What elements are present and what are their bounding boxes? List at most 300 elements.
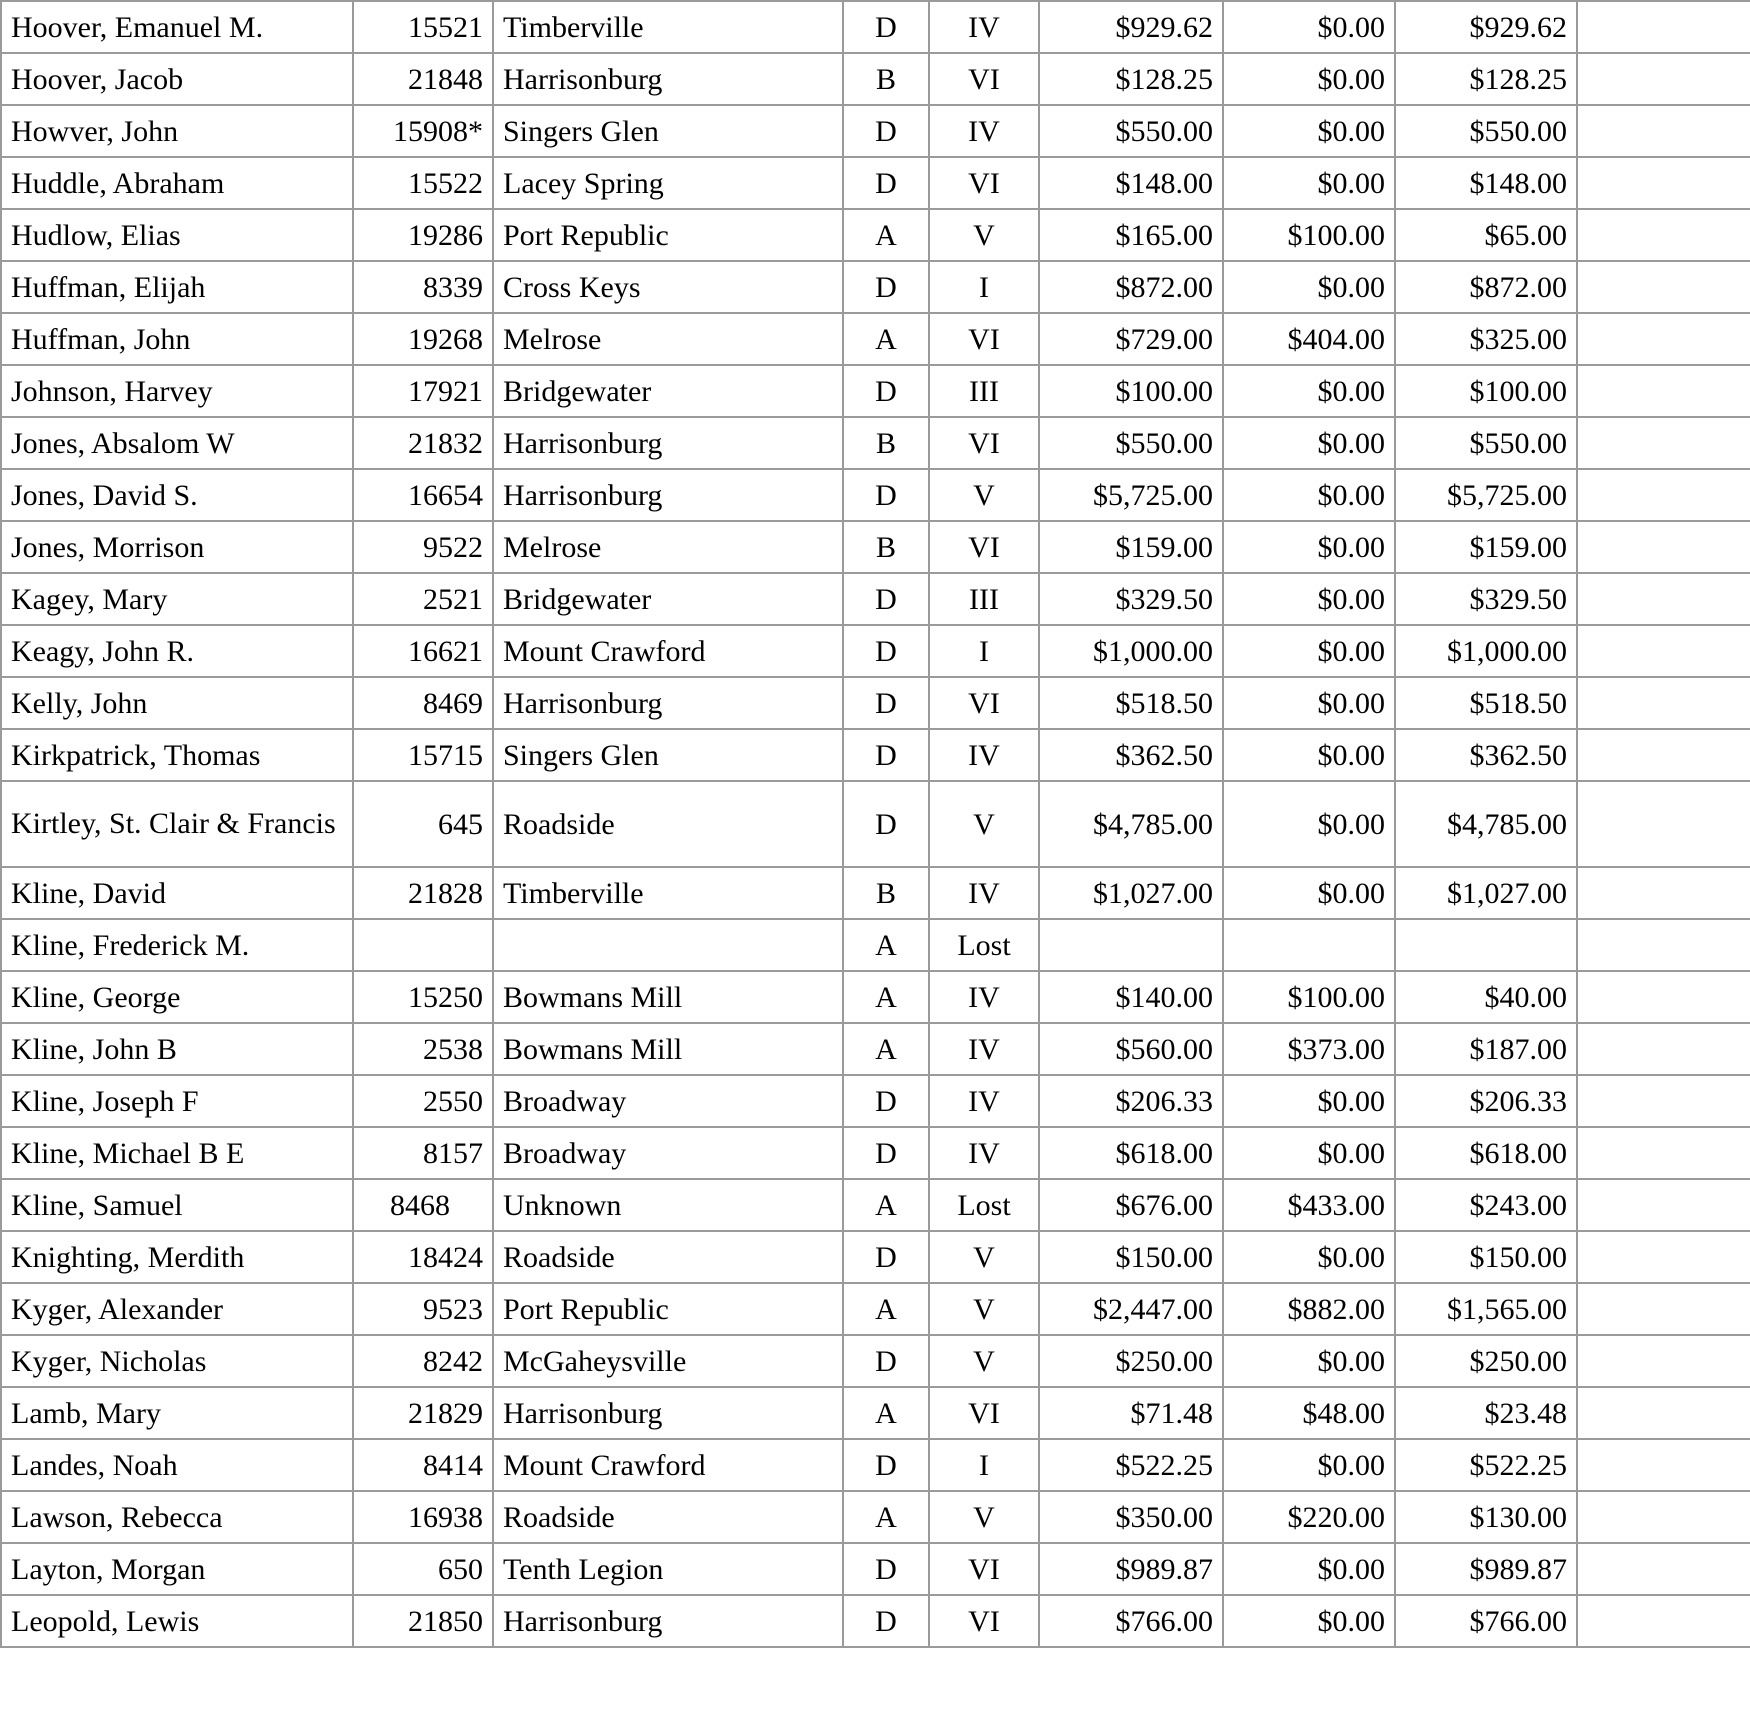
table-row bbox=[1, 417, 1750, 469]
claimant-name: Kyger, Nicholas bbox=[1, 1335, 353, 1387]
place-name: Lacey Spring bbox=[493, 157, 843, 209]
amount-disallowed: $0.00 bbox=[1223, 1335, 1395, 1387]
amount-allowed: $1,027.00 bbox=[1395, 867, 1577, 919]
claim-class: D bbox=[843, 625, 929, 677]
table-row bbox=[1, 971, 1750, 1023]
place-name: Mount Crawford bbox=[493, 1439, 843, 1491]
claim-division: IV bbox=[929, 1075, 1039, 1127]
amount-disallowed: $882.00 bbox=[1223, 1283, 1395, 1335]
empty-cell bbox=[1577, 521, 1750, 573]
claim-class: D bbox=[843, 365, 929, 417]
claim-division: VI bbox=[929, 313, 1039, 365]
empty-cell bbox=[1577, 677, 1750, 729]
amount-allowed: $989.87 bbox=[1395, 1543, 1577, 1595]
claim-division: VI bbox=[929, 53, 1039, 105]
empty-cell bbox=[1577, 573, 1750, 625]
amount-allowed: $130.00 bbox=[1395, 1491, 1577, 1543]
table-row bbox=[1, 157, 1750, 209]
amount-disallowed: $0.00 bbox=[1223, 729, 1395, 781]
amount-claimed: $159.00 bbox=[1039, 521, 1223, 573]
claim-class: D bbox=[843, 1543, 929, 1595]
table-row bbox=[1, 521, 1750, 573]
claim-class: A bbox=[843, 1023, 929, 1075]
amount-claimed: $250.00 bbox=[1039, 1335, 1223, 1387]
claim-division: I bbox=[929, 625, 1039, 677]
claimant-name: Lawson, Rebecca bbox=[1, 1491, 353, 1543]
claim-number: 8242 bbox=[353, 1335, 493, 1387]
table-row bbox=[1, 1075, 1750, 1127]
claim-division: I bbox=[929, 261, 1039, 313]
claim-class: D bbox=[843, 1335, 929, 1387]
empty-cell bbox=[1577, 1231, 1750, 1283]
claim-class: D bbox=[843, 781, 929, 867]
empty-cell bbox=[1577, 729, 1750, 781]
claim-class: A bbox=[843, 1491, 929, 1543]
amount-claimed: $150.00 bbox=[1039, 1231, 1223, 1283]
empty-cell bbox=[1577, 365, 1750, 417]
claim-division: V bbox=[929, 209, 1039, 261]
amount-allowed: $243.00 bbox=[1395, 1179, 1577, 1231]
claim-division: V bbox=[929, 1491, 1039, 1543]
claim-number: 18424 bbox=[353, 1231, 493, 1283]
place-name: Singers Glen bbox=[493, 729, 843, 781]
amount-disallowed: $0.00 bbox=[1223, 1127, 1395, 1179]
claimant-name: Hoover, Jacob bbox=[1, 53, 353, 105]
amount-claimed: $4,785.00 bbox=[1039, 781, 1223, 867]
table-row bbox=[1, 365, 1750, 417]
claim-number: 15522 bbox=[353, 157, 493, 209]
table-row bbox=[1, 919, 1750, 971]
empty-cell bbox=[1577, 625, 1750, 677]
claimant-name: Kline, David bbox=[1, 867, 353, 919]
amount-claimed: $618.00 bbox=[1039, 1127, 1223, 1179]
table-row bbox=[1, 1179, 1750, 1231]
claim-number: 19268 bbox=[353, 313, 493, 365]
amount-disallowed: $404.00 bbox=[1223, 313, 1395, 365]
claim-class: D bbox=[843, 1127, 929, 1179]
claim-number: 15908* bbox=[353, 105, 493, 157]
amount-allowed: $618.00 bbox=[1395, 1127, 1577, 1179]
claim-class: D bbox=[843, 1439, 929, 1491]
claim-number: 19286 bbox=[353, 209, 493, 261]
amount-allowed: $766.00 bbox=[1395, 1595, 1577, 1647]
claim-class: A bbox=[843, 313, 929, 365]
table-row bbox=[1, 1543, 1750, 1595]
empty-cell bbox=[1577, 971, 1750, 1023]
empty-cell bbox=[1577, 919, 1750, 971]
empty-cell bbox=[1577, 1335, 1750, 1387]
amount-allowed: $1,565.00 bbox=[1395, 1283, 1577, 1335]
claim-class: A bbox=[843, 1179, 929, 1231]
claim-class: A bbox=[843, 971, 929, 1023]
empty-cell bbox=[1577, 105, 1750, 157]
table-row bbox=[1, 729, 1750, 781]
claim-division: IV bbox=[929, 729, 1039, 781]
claim-number: 21850 bbox=[353, 1595, 493, 1647]
claim-number: 9522 bbox=[353, 521, 493, 573]
claimant-name: Kline, Joseph F bbox=[1, 1075, 353, 1127]
empty-cell bbox=[1577, 1439, 1750, 1491]
claimant-name: Jones, David S. bbox=[1, 469, 353, 521]
amount-allowed: $929.62 bbox=[1395, 1, 1577, 53]
amount-allowed: $522.25 bbox=[1395, 1439, 1577, 1491]
claimant-name: Lamb, Mary bbox=[1, 1387, 353, 1439]
claim-number: 21832 bbox=[353, 417, 493, 469]
place-name: Unknown bbox=[493, 1179, 843, 1231]
place-name: Harrisonburg bbox=[493, 469, 843, 521]
amount-claimed: $140.00 bbox=[1039, 971, 1223, 1023]
place-name: Roadside bbox=[493, 781, 843, 867]
place-name: Timberville bbox=[493, 867, 843, 919]
amount-allowed: $187.00 bbox=[1395, 1023, 1577, 1075]
place-name: Bowmans Mill bbox=[493, 1023, 843, 1075]
amount-allowed: $329.50 bbox=[1395, 573, 1577, 625]
table-row bbox=[1, 1491, 1750, 1543]
claim-class: B bbox=[843, 53, 929, 105]
amount-disallowed: $433.00 bbox=[1223, 1179, 1395, 1231]
table-row bbox=[1, 781, 1750, 867]
claimant-name: Landes, Noah bbox=[1, 1439, 353, 1491]
amount-claimed: $729.00 bbox=[1039, 313, 1223, 365]
amount-disallowed: $48.00 bbox=[1223, 1387, 1395, 1439]
claimant-name: Knighting, Merdith bbox=[1, 1231, 353, 1283]
empty-cell bbox=[1577, 209, 1750, 261]
amount-disallowed: $0.00 bbox=[1223, 677, 1395, 729]
amount-disallowed: $0.00 bbox=[1223, 1439, 1395, 1491]
amount-allowed: $23.48 bbox=[1395, 1387, 1577, 1439]
amount-claimed: $550.00 bbox=[1039, 417, 1223, 469]
amount-disallowed: $100.00 bbox=[1223, 971, 1395, 1023]
amount-allowed: $100.00 bbox=[1395, 365, 1577, 417]
amount-disallowed: $0.00 bbox=[1223, 573, 1395, 625]
amount-allowed: $872.00 bbox=[1395, 261, 1577, 313]
place-name: Roadside bbox=[493, 1231, 843, 1283]
claim-division: III bbox=[929, 573, 1039, 625]
amount-claimed: $206.33 bbox=[1039, 1075, 1223, 1127]
amount-allowed: $159.00 bbox=[1395, 521, 1577, 573]
claim-division: IV bbox=[929, 1, 1039, 53]
amount-disallowed: $0.00 bbox=[1223, 625, 1395, 677]
amount-allowed: $128.25 bbox=[1395, 53, 1577, 105]
claim-number: 8414 bbox=[353, 1439, 493, 1491]
amount-allowed: $206.33 bbox=[1395, 1075, 1577, 1127]
claim-number: 650 bbox=[353, 1543, 493, 1595]
amount-claimed: $560.00 bbox=[1039, 1023, 1223, 1075]
amount-disallowed: $0.00 bbox=[1223, 53, 1395, 105]
claimant-name: Kline, Frederick M. bbox=[1, 919, 353, 971]
amount-disallowed: $0.00 bbox=[1223, 1075, 1395, 1127]
claim-number: 8468 bbox=[353, 1179, 493, 1231]
table-row bbox=[1, 469, 1750, 521]
place-name: Timberville bbox=[493, 1, 843, 53]
amount-disallowed: $0.00 bbox=[1223, 261, 1395, 313]
amount-disallowed: $0.00 bbox=[1223, 469, 1395, 521]
amount-claimed: $1,000.00 bbox=[1039, 625, 1223, 677]
claim-number: 16621 bbox=[353, 625, 493, 677]
amount-claimed: $550.00 bbox=[1039, 105, 1223, 157]
claim-division: IV bbox=[929, 1127, 1039, 1179]
claim-class: D bbox=[843, 1, 929, 53]
amount-claimed: $766.00 bbox=[1039, 1595, 1223, 1647]
place-name: Harrisonburg bbox=[493, 53, 843, 105]
claimant-name: Kagey, Mary bbox=[1, 573, 353, 625]
claim-class: A bbox=[843, 919, 929, 971]
claim-division: VI bbox=[929, 1595, 1039, 1647]
claimant-name: Jones, Absalom W bbox=[1, 417, 353, 469]
amount-disallowed: $0.00 bbox=[1223, 867, 1395, 919]
claim-division: I bbox=[929, 1439, 1039, 1491]
claim-number: 8469 bbox=[353, 677, 493, 729]
amount-allowed: $550.00 bbox=[1395, 105, 1577, 157]
claimant-name: Huddle, Abraham bbox=[1, 157, 353, 209]
amount-claimed: $128.25 bbox=[1039, 53, 1223, 105]
amount-claimed: $148.00 bbox=[1039, 157, 1223, 209]
amount-disallowed: $0.00 bbox=[1223, 521, 1395, 573]
amount-claimed: $71.48 bbox=[1039, 1387, 1223, 1439]
amount-disallowed: $100.00 bbox=[1223, 209, 1395, 261]
place-name: Harrisonburg bbox=[493, 417, 843, 469]
claim-division: IV bbox=[929, 867, 1039, 919]
amount-disallowed: $0.00 bbox=[1223, 781, 1395, 867]
claimant-name: Hoover, Emanuel M. bbox=[1, 1, 353, 53]
amount-allowed: $4,785.00 bbox=[1395, 781, 1577, 867]
table-row bbox=[1, 1231, 1750, 1283]
claim-class: B bbox=[843, 417, 929, 469]
table-row bbox=[1, 1335, 1750, 1387]
amount-claimed: $2,447.00 bbox=[1039, 1283, 1223, 1335]
amount-allowed: $362.50 bbox=[1395, 729, 1577, 781]
claim-number: 645 bbox=[353, 781, 493, 867]
claimant-name: Kline, Samuel bbox=[1, 1179, 353, 1231]
empty-cell bbox=[1577, 1, 1750, 53]
table-row bbox=[1, 625, 1750, 677]
table-row bbox=[1, 1595, 1750, 1647]
amount-allowed: $40.00 bbox=[1395, 971, 1577, 1023]
claim-number: 2521 bbox=[353, 573, 493, 625]
claim-division: V bbox=[929, 1231, 1039, 1283]
place-name: Harrisonburg bbox=[493, 677, 843, 729]
amount-allowed: $5,725.00 bbox=[1395, 469, 1577, 521]
claim-number: 15521 bbox=[353, 1, 493, 53]
claimant-name: Kirtley, St. Clair & Francis bbox=[1, 781, 353, 867]
claim-division: V bbox=[929, 1283, 1039, 1335]
amount-allowed: $65.00 bbox=[1395, 209, 1577, 261]
claim-number: 16938 bbox=[353, 1491, 493, 1543]
amount-claimed: $929.62 bbox=[1039, 1, 1223, 53]
claim-division: VI bbox=[929, 1387, 1039, 1439]
amount-disallowed: $373.00 bbox=[1223, 1023, 1395, 1075]
amount-disallowed: $0.00 bbox=[1223, 1595, 1395, 1647]
amount-claimed: $989.87 bbox=[1039, 1543, 1223, 1595]
place-name: Melrose bbox=[493, 313, 843, 365]
place-name bbox=[493, 919, 843, 971]
amount-claimed: $872.00 bbox=[1039, 261, 1223, 313]
empty-cell bbox=[1577, 1387, 1750, 1439]
amount-disallowed bbox=[1223, 919, 1395, 971]
empty-cell bbox=[1577, 1283, 1750, 1335]
amount-claimed: $165.00 bbox=[1039, 209, 1223, 261]
table-row bbox=[1, 1283, 1750, 1335]
table-row bbox=[1, 677, 1750, 729]
claim-division: Lost bbox=[929, 1179, 1039, 1231]
claim-division: VI bbox=[929, 1543, 1039, 1595]
claim-class: A bbox=[843, 1387, 929, 1439]
place-name: Bowmans Mill bbox=[493, 971, 843, 1023]
claim-number: 2538 bbox=[353, 1023, 493, 1075]
claim-class: D bbox=[843, 1595, 929, 1647]
claim-class: B bbox=[843, 521, 929, 573]
claim-division: IV bbox=[929, 971, 1039, 1023]
empty-cell bbox=[1577, 53, 1750, 105]
claim-number: 15250 bbox=[353, 971, 493, 1023]
place-name: Singers Glen bbox=[493, 105, 843, 157]
claimant-name: Kline, John B bbox=[1, 1023, 353, 1075]
place-name: Mount Crawford bbox=[493, 625, 843, 677]
claimant-name: Kline, George bbox=[1, 971, 353, 1023]
place-name: Port Republic bbox=[493, 209, 843, 261]
empty-cell bbox=[1577, 469, 1750, 521]
claimant-name: Leopold, Lewis bbox=[1, 1595, 353, 1647]
amount-claimed: $676.00 bbox=[1039, 1179, 1223, 1231]
table-row bbox=[1, 1387, 1750, 1439]
amount-claimed: $518.50 bbox=[1039, 677, 1223, 729]
empty-cell bbox=[1577, 1127, 1750, 1179]
place-name: Roadside bbox=[493, 1491, 843, 1543]
claim-class: D bbox=[843, 573, 929, 625]
place-name: Broadway bbox=[493, 1127, 843, 1179]
amount-disallowed: $0.00 bbox=[1223, 365, 1395, 417]
claimant-name: Howver, John bbox=[1, 105, 353, 157]
claimant-name: Huffman, John bbox=[1, 313, 353, 365]
claim-number: 21848 bbox=[353, 53, 493, 105]
table-row bbox=[1, 1439, 1750, 1491]
amount-allowed: $518.50 bbox=[1395, 677, 1577, 729]
claim-division: V bbox=[929, 1335, 1039, 1387]
empty-cell bbox=[1577, 1179, 1750, 1231]
claim-number: 21828 bbox=[353, 867, 493, 919]
amount-claimed: $362.50 bbox=[1039, 729, 1223, 781]
claim-division: Lost bbox=[929, 919, 1039, 971]
claimant-name: Johnson, Harvey bbox=[1, 365, 353, 417]
claim-division: IV bbox=[929, 105, 1039, 157]
empty-cell bbox=[1577, 313, 1750, 365]
claim-class: D bbox=[843, 469, 929, 521]
table-row bbox=[1, 1, 1750, 53]
place-name: Tenth Legion bbox=[493, 1543, 843, 1595]
table-row bbox=[1, 867, 1750, 919]
table-row bbox=[1, 105, 1750, 157]
empty-cell bbox=[1577, 1491, 1750, 1543]
place-name: Bridgewater bbox=[493, 573, 843, 625]
claimant-name: Kelly, John bbox=[1, 677, 353, 729]
empty-cell bbox=[1577, 1595, 1750, 1647]
table-row bbox=[1, 209, 1750, 261]
claim-class: D bbox=[843, 105, 929, 157]
amount-allowed: $150.00 bbox=[1395, 1231, 1577, 1283]
table-row bbox=[1, 1023, 1750, 1075]
claim-division: VI bbox=[929, 417, 1039, 469]
claimant-name: Kline, Michael B E bbox=[1, 1127, 353, 1179]
place-name: Bridgewater bbox=[493, 365, 843, 417]
place-name: Broadway bbox=[493, 1075, 843, 1127]
empty-cell bbox=[1577, 417, 1750, 469]
claim-division: III bbox=[929, 365, 1039, 417]
claim-class: A bbox=[843, 1283, 929, 1335]
table-row bbox=[1, 573, 1750, 625]
claim-number: 8157 bbox=[353, 1127, 493, 1179]
amount-claimed: $522.25 bbox=[1039, 1439, 1223, 1491]
claim-number: 2550 bbox=[353, 1075, 493, 1127]
empty-cell bbox=[1577, 157, 1750, 209]
amount-disallowed: $0.00 bbox=[1223, 1231, 1395, 1283]
place-name: Melrose bbox=[493, 521, 843, 573]
amount-allowed bbox=[1395, 919, 1577, 971]
claimant-name: Jones, Morrison bbox=[1, 521, 353, 573]
empty-cell bbox=[1577, 1023, 1750, 1075]
place-name: Harrisonburg bbox=[493, 1387, 843, 1439]
claim-class: D bbox=[843, 261, 929, 313]
claim-class: D bbox=[843, 729, 929, 781]
claim-class: B bbox=[843, 867, 929, 919]
amount-claimed: $350.00 bbox=[1039, 1491, 1223, 1543]
claimant-name: Kyger, Alexander bbox=[1, 1283, 353, 1335]
amount-claimed: $1,027.00 bbox=[1039, 867, 1223, 919]
claim-class: D bbox=[843, 1231, 929, 1283]
claimant-name: Kirkpatrick, Thomas bbox=[1, 729, 353, 781]
claim-class: A bbox=[843, 209, 929, 261]
amount-disallowed: $0.00 bbox=[1223, 157, 1395, 209]
amount-allowed: $550.00 bbox=[1395, 417, 1577, 469]
table-row bbox=[1, 53, 1750, 105]
empty-cell bbox=[1577, 781, 1750, 867]
amount-disallowed: $0.00 bbox=[1223, 417, 1395, 469]
table-row bbox=[1, 261, 1750, 313]
claim-division: VI bbox=[929, 521, 1039, 573]
claim-division: VI bbox=[929, 677, 1039, 729]
amount-allowed: $250.00 bbox=[1395, 1335, 1577, 1387]
claim-number: 8339 bbox=[353, 261, 493, 313]
claim-number: 17921 bbox=[353, 365, 493, 417]
claimant-name: Hudlow, Elias bbox=[1, 209, 353, 261]
claimant-name: Huffman, Elijah bbox=[1, 261, 353, 313]
claimant-name: Layton, Morgan bbox=[1, 1543, 353, 1595]
amount-claimed bbox=[1039, 919, 1223, 971]
amount-allowed: $1,000.00 bbox=[1395, 625, 1577, 677]
claim-division: VI bbox=[929, 157, 1039, 209]
place-name: Port Republic bbox=[493, 1283, 843, 1335]
claim-number: 21829 bbox=[353, 1387, 493, 1439]
amount-claimed: $5,725.00 bbox=[1039, 469, 1223, 521]
amount-allowed: $325.00 bbox=[1395, 313, 1577, 365]
claim-division: IV bbox=[929, 1023, 1039, 1075]
claim-class: D bbox=[843, 677, 929, 729]
amount-disallowed: $220.00 bbox=[1223, 1491, 1395, 1543]
place-name: Harrisonburg bbox=[493, 1595, 843, 1647]
amount-claimed: $329.50 bbox=[1039, 573, 1223, 625]
claim-class: D bbox=[843, 1075, 929, 1127]
claim-division: V bbox=[929, 781, 1039, 867]
claim-division: V bbox=[929, 469, 1039, 521]
place-name: Cross Keys bbox=[493, 261, 843, 313]
claim-number: 9523 bbox=[353, 1283, 493, 1335]
claim-number: 15715 bbox=[353, 729, 493, 781]
empty-cell bbox=[1577, 1075, 1750, 1127]
empty-cell bbox=[1577, 867, 1750, 919]
claim-number bbox=[353, 919, 493, 971]
claim-number: 16654 bbox=[353, 469, 493, 521]
amount-disallowed: $0.00 bbox=[1223, 1, 1395, 53]
amount-disallowed: $0.00 bbox=[1223, 1543, 1395, 1595]
